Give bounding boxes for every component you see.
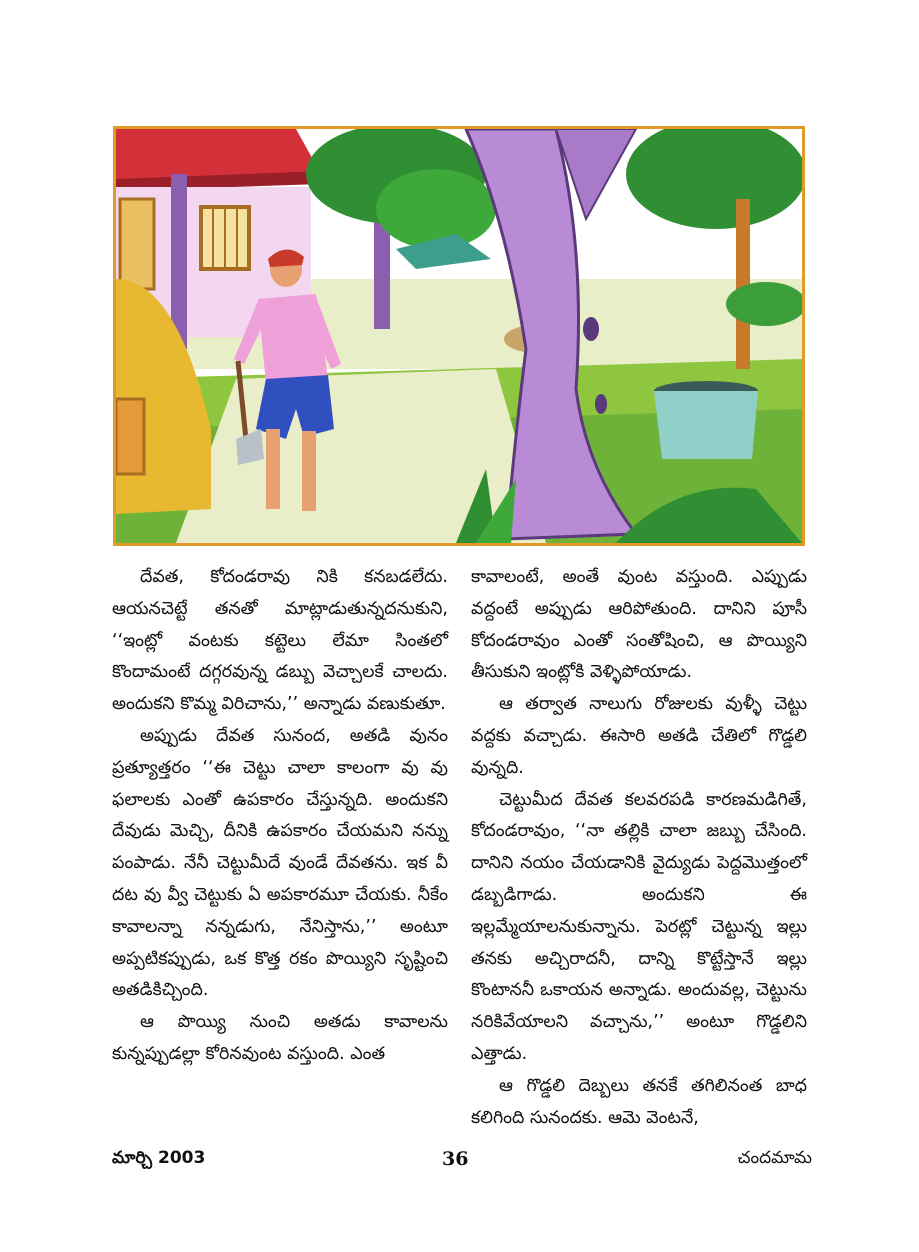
paragraph: దేవత, కోదండరావు నికి కనబడలేదు. ఆయనచెట్టే తనతో మాట్లాడుతున్నదనుకుని, ‘‘ఇంట్లో వంటకు కట్టెలు లేమా సింతలో కొందామంటే దగ్గరవున్న డబ్బు వెచ్చాలకే చాలదు. అందుకని కొమ్మ విరిచాను,’’ అన్నాడు వణుకుతూ.: [112, 567, 448, 715]
paragraph: ఆ తర్వాత నాలుగు రోజులకు వుళ్ళీ చెట్టు వద్దకు వచ్చాడు. ఈసారి అతడి చేతిలో గొడ్డలి వున్నది.: [471, 694, 807, 778]
paragraph: కావాలంటే, అంతే వుంట వస్తుంది. ఎప్పుడు వద్దంటే అప్పుడు ఆరిపోతుంది. దానిని పూసీ కోదండరావుం ఎంతో సంతోషించి, ఆ పొయ్యిని తీసుకుని ఇంట్లోకి వెళ్ళిపోయాడు.: [471, 567, 807, 683]
left-column: [112, 562, 448, 1071]
paragraph: ఆ గొడ్డలి దెబ్బలు తనకే తగిలినంత బాధ కలిగింది సునందకు. ఆమె వెంటనే,: [471, 1075, 807, 1128]
paragraph: ఆ పొయ్యి నుంచి అతడు కావాలను కున్నప్పుడల్లా కోరినవుంట వస్తుంది. ఎంత: [112, 1012, 448, 1064]
illustration-drawing: [116, 129, 802, 543]
magazine-name: చందమామ: [737, 1148, 812, 1168]
right-column: [471, 562, 807, 1134]
story-illustration: [113, 126, 805, 546]
page-number: 36: [442, 1148, 469, 1170]
paragraph: అప్పుడు దేవత సునంద, అతడి వునం ప్రత్యూత్తరం ‘‘ఈ చెట్టు చాలా కాలంగా వు వు ఫలాలకు ఎంతో ఉపకారం చేస్తున్నది. అందుకని దేవుడు మెచ్చి, దీనికి ఉపకారం చేయమని నన్ను పంపాడు. నేనీ చెట్టుమీదే వుండే దేవతను. ఇక వీ దట వు వ్వీ చెట్టుకు ఏ అపకారమూ చేయకు. నీకేం కావాలన్నా నన్నడుగు, నేనిస్తాను,’’ అంటూ అప్పటికప్పుడు, ఒక కొత్త రకం పొయ్యిని సృష్టించి అతడికిచ్చింది.: [112, 725, 448, 1001]
paragraph: చెట్టుమీద దేవత కలవరపడి కారణమడిగితే, కోదండరావుం, ‘‘నా తల్లికి చాలా జబ్బు చేసింది. దానిని నయం చేయడానికి వైద్యుడు పెద్దమొత్తంలో డబ్బడిగాడు. అందుకని ఈ ఇల్లమ్మేయాలనుకున్నాను. పెరట్లో చెట్టున్న ఇల్లు తనకు అచ్చిరాదనీ, దాన్ని కొట్టేస్తానే ఇల్లు కొంటాననీ ఒకాయన అన్నాడు. అందువల్ల, చెట్టును నరికివేయాలని వచ్చాను,’’ అంటూ గొడ్డలిని ఎత్తాడు.: [471, 789, 807, 1064]
issue-date: మార్చి 2003: [112, 1148, 206, 1168]
page-footer: [112, 1148, 812, 1176]
